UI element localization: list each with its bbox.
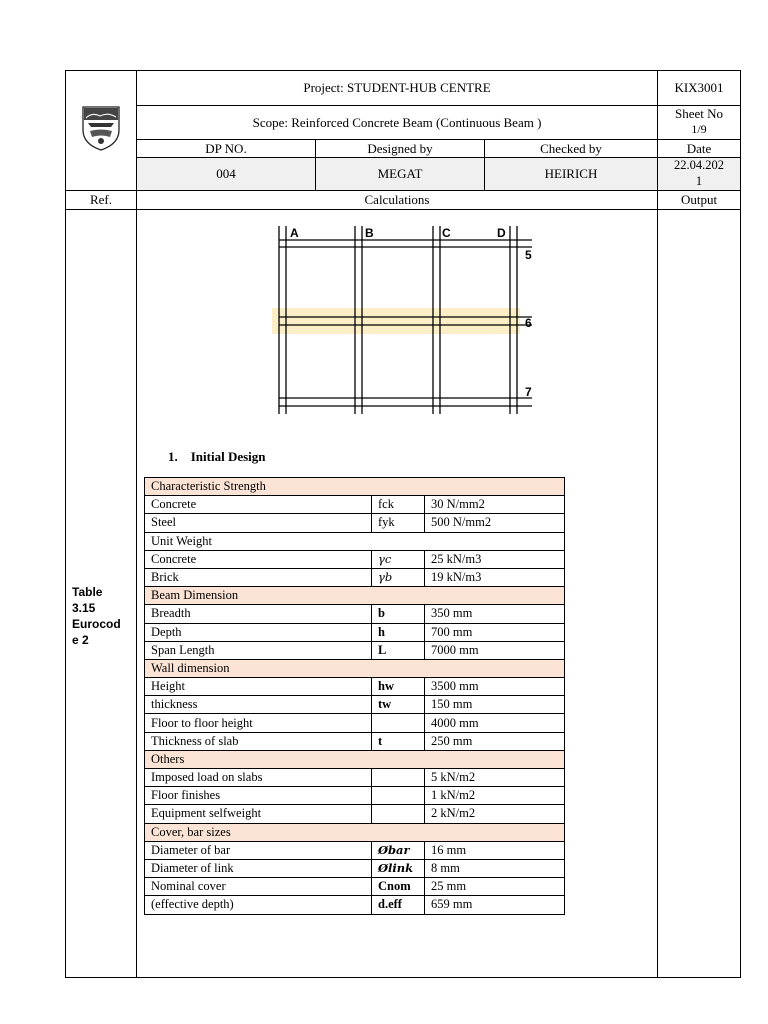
parameter-label: Span Length	[145, 641, 372, 659]
reference-line: Eurocod	[72, 617, 121, 631]
parameter-symbol: hw	[372, 678, 425, 696]
parameter-label: Imposed load on slabs	[145, 769, 372, 787]
table-row	[145, 769, 565, 787]
row-line-2	[136, 139, 741, 140]
grid-label-a: A	[290, 226, 299, 240]
border-right	[740, 70, 741, 978]
section-label: Characteristic Strength	[145, 478, 565, 496]
dp-value: 004	[216, 166, 236, 181]
table-section-row	[145, 478, 565, 496]
highlighted-beam	[272, 308, 520, 334]
reference-line: Table	[72, 585, 103, 599]
parameter-value: 30 N/mm2	[425, 496, 565, 514]
parameter-label: Steel	[145, 514, 372, 532]
parameter-value: 5 kN/m2	[425, 769, 565, 787]
grid-label-d: D	[497, 226, 506, 240]
table-row	[145, 878, 565, 896]
output-column-header: Output	[680, 192, 718, 207]
parameter-symbol: γc	[372, 550, 425, 568]
parameter-value: 16 mm	[425, 841, 565, 859]
reference-note	[72, 584, 134, 648]
project-title: Project: STUDENT-HUB CENTRE	[303, 80, 491, 95]
section-label: Beam Dimension	[145, 587, 565, 605]
table-section-row	[145, 659, 565, 677]
parameter-symbol: Øbar	[372, 841, 425, 859]
parameter-value: 7000 mm	[425, 641, 565, 659]
grid-label-5: 5	[525, 248, 532, 262]
grid-label-b: B	[365, 226, 374, 240]
dp-label: DP NO.	[205, 141, 247, 156]
parameter-label: thickness	[145, 696, 372, 714]
design-parameters-table	[144, 477, 565, 915]
table-row	[145, 496, 565, 514]
parameter-value: 700 mm	[425, 623, 565, 641]
parameter-value: 25 kN/m3	[425, 550, 565, 568]
parameter-symbol: fck	[372, 496, 425, 514]
parameter-label: Floor finishes	[145, 787, 372, 805]
parameter-label: Height	[145, 678, 372, 696]
grid-label-c: C	[442, 226, 451, 240]
table-row	[145, 641, 565, 659]
calculations-column-header: Calculations	[364, 192, 430, 207]
table-row	[145, 859, 565, 877]
parameter-label: Equipment selfweight	[145, 805, 372, 823]
parameter-value: 1 kN/m2	[425, 787, 565, 805]
scope-title: Scope: Reinforced Concrete Beam (Continuous Beam )	[252, 115, 542, 130]
parameter-symbol: fyk	[372, 514, 425, 532]
row-line-4	[65, 190, 741, 191]
parameter-label: Diameter of link	[145, 859, 372, 877]
floor-plan-grid	[270, 222, 540, 420]
parameter-label: Thickness of slab	[145, 732, 372, 750]
date-value-line2: 1	[695, 174, 703, 188]
row-line-5	[65, 209, 741, 210]
parameter-value: 3500 mm	[425, 678, 565, 696]
parameter-symbol: Cnom	[372, 878, 425, 896]
grid-label-6: 6	[525, 316, 532, 330]
row-line-3	[136, 157, 741, 158]
table-section-row	[145, 823, 565, 841]
university-crest-logo	[80, 104, 122, 152]
parameter-value: 500 N/mm2	[425, 514, 565, 532]
sheet-value: 1/9	[691, 122, 707, 136]
parameter-symbol	[372, 787, 425, 805]
checked-by-label: Checked by	[540, 141, 602, 156]
table-row	[145, 732, 565, 750]
parameter-label: Concrete	[145, 550, 372, 568]
course-code: KIX3001	[674, 80, 724, 95]
reference-line: e 2	[72, 633, 89, 647]
section-label: Others	[145, 750, 565, 768]
table-row	[145, 787, 565, 805]
table-row	[145, 896, 565, 914]
table-row	[145, 623, 565, 641]
parameter-value: 8 mm	[425, 859, 565, 877]
parameter-label: Depth	[145, 623, 372, 641]
parameter-value: 25 mm	[425, 878, 565, 896]
grid-label-7: 7	[525, 385, 532, 399]
designed-by-label: Designed by	[367, 141, 433, 156]
table-row	[145, 678, 565, 696]
section-label: Unit Weight	[145, 532, 565, 550]
parameter-value: 350 mm	[425, 605, 565, 623]
checked-by-value: HEIRICH	[544, 166, 598, 181]
parameter-symbol	[372, 805, 425, 823]
table-section-row	[145, 587, 565, 605]
parameter-value: 659 mm	[425, 896, 565, 914]
row-line-1	[136, 105, 741, 106]
section-label: Wall dimension	[145, 659, 565, 677]
parameter-label: Nominal cover	[145, 878, 372, 896]
parameter-symbol	[372, 714, 425, 732]
sheet-label: Sheet No	[674, 106, 724, 121]
parameter-label: Brick	[145, 568, 372, 586]
table-row	[145, 605, 565, 623]
design-table-body	[145, 478, 565, 915]
date-label: Date	[686, 141, 712, 156]
ref-column-header: Ref.	[89, 192, 113, 207]
parameter-value: 150 mm	[425, 696, 565, 714]
parameter-label: Breadth	[145, 605, 372, 623]
parameter-symbol: h	[372, 623, 425, 641]
table-row	[145, 696, 565, 714]
section-label: Cover, bar sizes	[145, 823, 565, 841]
parameter-label: Diameter of bar	[145, 841, 372, 859]
parameter-value: 250 mm	[425, 732, 565, 750]
parameter-symbol: tw	[372, 696, 425, 714]
designed-by-value: MEGAT	[377, 166, 423, 181]
table-row	[145, 568, 565, 586]
parameter-label: (effective depth)	[145, 896, 372, 914]
parameter-label: Concrete	[145, 496, 372, 514]
reference-line: 3.15	[72, 601, 96, 615]
parameter-symbol: b	[372, 605, 425, 623]
table-row	[145, 550, 565, 568]
parameter-label: Floor to floor height	[145, 714, 372, 732]
border-bottom	[65, 977, 741, 978]
table-subheading-row	[145, 532, 565, 550]
date-value-line1: 22.04.202	[674, 158, 724, 172]
parameter-symbol: d.eff	[372, 896, 425, 914]
parameter-symbol: L	[372, 641, 425, 659]
parameter-symbol: γb	[372, 568, 425, 586]
table-row	[145, 514, 565, 532]
parameter-value: 4000 mm	[425, 714, 565, 732]
section-heading: 1. Initial Design	[168, 449, 266, 464]
border-top	[65, 70, 741, 71]
parameter-symbol: t	[372, 732, 425, 750]
parameter-symbol: Ølink	[372, 859, 425, 877]
table-row	[145, 714, 565, 732]
table-section-row	[145, 750, 565, 768]
parameter-value: 2 kN/m2	[425, 805, 565, 823]
parameter-symbol	[372, 769, 425, 787]
parameter-value: 19 kN/m3	[425, 568, 565, 586]
table-row	[145, 841, 565, 859]
table-row	[145, 805, 565, 823]
